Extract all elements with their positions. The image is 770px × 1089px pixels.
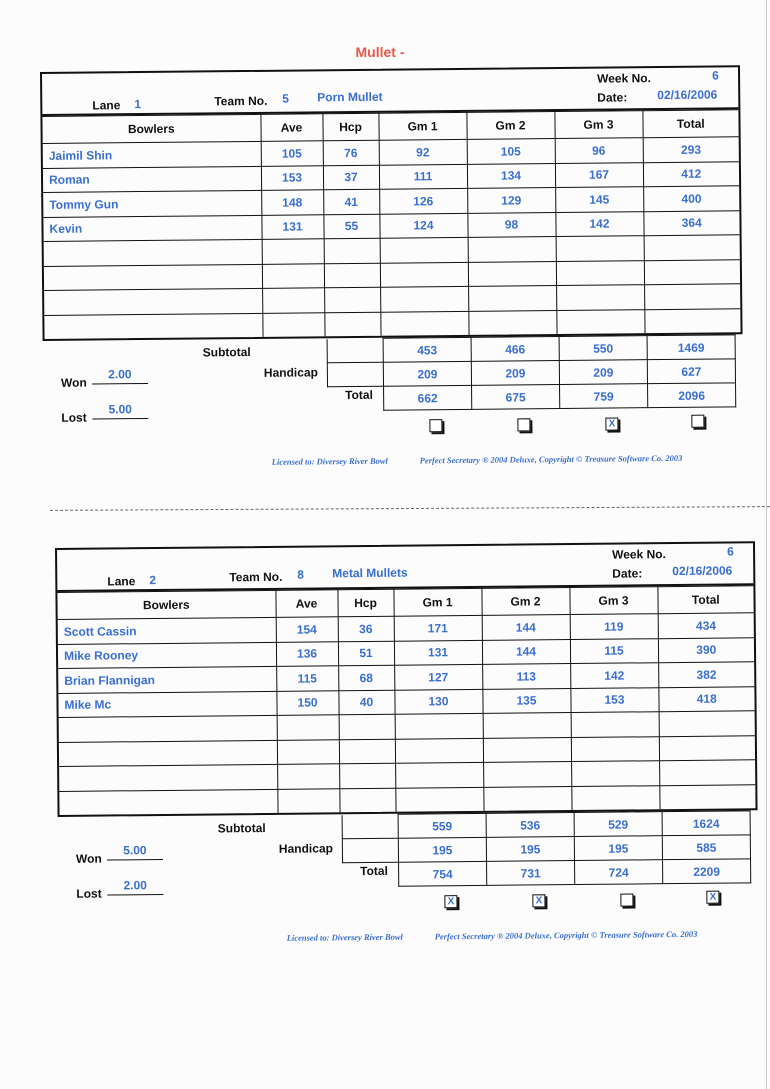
team-name: Metal Mullets xyxy=(332,565,408,581)
cell-total: 412 xyxy=(643,161,739,186)
cell-gm1: 126 xyxy=(379,188,467,213)
cell-name: Tommy Gun xyxy=(43,190,261,217)
bowler-table xyxy=(42,109,740,339)
cell-gm1: 131 xyxy=(394,640,482,665)
total-gm2: 675 xyxy=(472,385,560,410)
cell-gm3 xyxy=(556,236,644,261)
date-value: 02/16/2006 xyxy=(657,87,718,103)
cell-gm3 xyxy=(556,260,644,285)
cell-gm3: 167 xyxy=(555,162,643,187)
team-no-label: Team No. xyxy=(214,93,268,109)
col-bowlers: Bowlers xyxy=(57,590,275,619)
total-spacer xyxy=(343,862,399,887)
cell-gm1: 124 xyxy=(379,213,467,238)
cell-gm2 xyxy=(483,737,571,762)
cell-name xyxy=(59,789,277,815)
team-no-value: 8 xyxy=(297,567,305,582)
total-label: Total xyxy=(345,387,373,403)
totals-section xyxy=(43,334,744,430)
cell-ave: 148 xyxy=(261,190,323,215)
total-gm3: 759 xyxy=(560,384,648,409)
totals-section xyxy=(58,810,759,908)
cell-total: 418 xyxy=(658,686,754,711)
lost-value: 5.00 xyxy=(92,402,148,420)
score-sheet-1 xyxy=(40,65,744,467)
cell-gm2: 113 xyxy=(482,664,570,689)
team-no-label: Team No. xyxy=(229,569,283,585)
cell-gm1: 127 xyxy=(394,664,482,689)
subtotal-label: Subtotal xyxy=(202,344,251,360)
total-label: Total xyxy=(360,863,388,879)
cell-hcp xyxy=(324,312,380,337)
total-spacer xyxy=(328,386,384,411)
cell-ave: 154 xyxy=(276,617,338,642)
cell-hcp: 41 xyxy=(323,189,379,214)
cell-gm1 xyxy=(380,262,468,287)
score-table-frame xyxy=(55,541,758,817)
handicap-spacer xyxy=(342,838,398,863)
handicap-total: 585 xyxy=(662,835,750,860)
score-table-frame xyxy=(40,65,743,341)
cell-hcp xyxy=(339,763,395,788)
bowler-table xyxy=(57,585,755,815)
col-total: Total xyxy=(642,110,738,138)
cell-gm2 xyxy=(468,237,556,262)
subtotal-gm1: 453 xyxy=(383,337,471,362)
col-gm1: Gm 1 xyxy=(378,112,466,140)
cell-gm2 xyxy=(483,786,571,811)
cell-gm3: 119 xyxy=(570,614,658,639)
cell-name xyxy=(59,715,277,742)
subtotal-gm2: 536 xyxy=(486,813,574,838)
cell-hcp xyxy=(339,739,395,764)
handicap-total: 627 xyxy=(647,359,735,384)
cell-hcp: 51 xyxy=(338,641,394,666)
subtotal-gm3: 529 xyxy=(574,812,662,837)
date-label: Date: xyxy=(597,90,628,105)
total-row xyxy=(343,859,751,887)
subtotal-label: Subtotal xyxy=(217,820,266,836)
handicap-label: Handicap xyxy=(278,841,333,856)
won-value: 2.00 xyxy=(92,367,148,385)
week-no-label: Week No. xyxy=(597,71,651,86)
cell-gm2: 129 xyxy=(467,188,555,213)
handicap-gm1: 195 xyxy=(398,837,486,862)
page-edge xyxy=(766,0,767,1089)
won-value: 5.00 xyxy=(107,843,163,861)
col-bowlers: Bowlers xyxy=(42,114,260,143)
subtotal-total: 1469 xyxy=(647,335,735,360)
lost-label: Lost xyxy=(76,886,102,901)
total-gm1: 754 xyxy=(399,861,487,886)
cell-total xyxy=(659,760,755,785)
totals-grid xyxy=(327,334,737,411)
handicap-gm2: 209 xyxy=(471,361,559,386)
cell-gm2 xyxy=(468,261,556,286)
lane-label: Lane xyxy=(107,574,136,589)
total-gm2: 731 xyxy=(487,861,575,886)
cell-gm1 xyxy=(395,787,483,812)
cell-ave xyxy=(277,788,339,813)
total-total: 2209 xyxy=(663,859,751,884)
week-no-value: 6 xyxy=(711,68,719,83)
sheet-header xyxy=(57,543,753,592)
cell-gm3 xyxy=(571,761,659,786)
cell-total: 382 xyxy=(658,662,754,687)
page-title: Mullet - xyxy=(355,44,405,60)
col-ave: Ave xyxy=(260,114,322,142)
score-sheet-2 xyxy=(55,541,759,943)
cell-ave xyxy=(277,764,339,789)
col-ave: Ave xyxy=(275,590,337,618)
win-checkbox-gm2[interactable]: X xyxy=(532,894,545,907)
handicap-gm3: 195 xyxy=(574,836,662,861)
cell-total xyxy=(659,711,755,736)
cell-name: Brian Flannigan xyxy=(58,666,276,693)
cell-gm2 xyxy=(468,286,556,311)
subtotal-gm3: 550 xyxy=(559,336,647,361)
total-gm3: 724 xyxy=(575,860,663,885)
cell-ave: 115 xyxy=(276,666,338,691)
cell-ave: 105 xyxy=(261,141,323,166)
lane-label: Lane xyxy=(92,98,121,113)
cell-gm1: 111 xyxy=(379,164,467,189)
cell-ave xyxy=(277,739,339,764)
cell-hcp: 36 xyxy=(338,616,394,641)
handicap-spacer xyxy=(327,362,383,387)
cell-ave: 150 xyxy=(276,690,338,715)
subtotal-spacer xyxy=(342,814,398,839)
cell-ave xyxy=(262,312,324,337)
handicap-gm1: 209 xyxy=(383,361,471,386)
cell-gm1 xyxy=(380,311,468,336)
cell-hcp xyxy=(339,788,395,813)
week-no-value: 6 xyxy=(726,544,734,559)
license-text: Licensed to: Diversey River Bowl xyxy=(271,455,388,467)
cell-name xyxy=(59,764,277,791)
lost-label: Lost xyxy=(61,410,87,425)
lane-value: 1 xyxy=(134,97,142,112)
cell-name xyxy=(59,740,277,767)
won-label: Won xyxy=(75,851,102,866)
sheet-header xyxy=(42,67,738,116)
cell-name: Jaimil Shin xyxy=(43,141,261,168)
cell-total xyxy=(644,284,740,309)
cell-total xyxy=(659,735,755,760)
cell-hcp: 68 xyxy=(338,665,394,690)
lane-value: 2 xyxy=(149,573,157,588)
copyright-text: Perfect Secretary ® 2004 Deluxe, Copyright © Treasure Software Co. 2003 xyxy=(419,452,683,466)
cell-gm3 xyxy=(556,285,644,310)
handicap-gm3: 209 xyxy=(559,360,647,385)
cell-gm3: 142 xyxy=(570,663,658,688)
total-gm1: 662 xyxy=(384,385,472,410)
cell-hcp: 55 xyxy=(323,214,379,239)
col-gm1: Gm 1 xyxy=(393,588,481,616)
cell-gm2 xyxy=(483,713,571,738)
subtotal-gm2: 466 xyxy=(471,337,559,362)
cell-gm1: 92 xyxy=(379,139,467,164)
cell-total: 400 xyxy=(643,186,739,211)
cell-name xyxy=(44,239,262,266)
cell-gm3 xyxy=(571,712,659,737)
cell-name: Mike Rooney xyxy=(58,642,276,669)
cell-gm1: 171 xyxy=(394,615,482,640)
cell-ave xyxy=(262,263,324,288)
win-checkbox-total[interactable]: X xyxy=(706,891,719,904)
license-footer xyxy=(58,890,758,943)
cell-gm1 xyxy=(395,738,483,763)
cell-total: 364 xyxy=(643,210,739,235)
team-name: Porn Mullet xyxy=(317,89,383,105)
cell-ave: 131 xyxy=(261,214,323,239)
cell-gm2 xyxy=(468,310,556,335)
cell-gm2 xyxy=(483,762,571,787)
handicap-gm2: 195 xyxy=(486,837,574,862)
cell-name: Roman xyxy=(43,166,261,193)
col-hcp: Hcp xyxy=(337,589,393,617)
col-gm3: Gm 3 xyxy=(554,111,642,139)
team-no-value: 5 xyxy=(282,91,290,106)
total-row xyxy=(328,383,736,411)
cell-gm1 xyxy=(380,286,468,311)
cell-hcp xyxy=(324,263,380,288)
cell-hcp: 40 xyxy=(338,690,394,715)
cell-total xyxy=(644,235,740,260)
win-checkbox-gm3[interactable]: X xyxy=(605,417,618,430)
col-gm2: Gm 2 xyxy=(466,112,554,140)
cell-total: 293 xyxy=(643,137,739,162)
cell-ave: 153 xyxy=(261,165,323,190)
subtotal-total: 1624 xyxy=(662,811,750,836)
col-gm3: Gm 3 xyxy=(569,587,657,615)
totals-grid xyxy=(342,810,752,887)
cell-gm1 xyxy=(395,713,483,738)
lost-value: 2.00 xyxy=(107,878,163,896)
cell-hcp: 37 xyxy=(323,165,379,190)
win-checkbox-gm1[interactable]: X xyxy=(444,895,457,908)
cell-ave xyxy=(277,715,339,740)
cell-gm2: 105 xyxy=(467,139,555,164)
cell-gm2: 144 xyxy=(482,615,570,640)
cell-gm3: 96 xyxy=(555,138,643,163)
cell-gm3: 153 xyxy=(570,687,658,712)
cell-name xyxy=(44,288,262,315)
cell-gm2: 98 xyxy=(467,212,555,237)
license-footer xyxy=(43,414,743,467)
col-total: Total xyxy=(657,586,753,614)
cell-total xyxy=(644,308,740,333)
subtotal-gm1: 559 xyxy=(398,813,486,838)
cell-ave xyxy=(262,288,324,313)
cell-ave xyxy=(262,239,324,264)
cell-gm3 xyxy=(571,736,659,761)
cell-hcp xyxy=(324,238,380,263)
cell-total: 434 xyxy=(658,613,754,638)
won-label: Won xyxy=(60,375,87,390)
date-label: Date: xyxy=(612,566,643,581)
tear-line xyxy=(50,506,770,511)
col-hcp: Hcp xyxy=(322,113,378,141)
license-text: Licensed to: Diversey River Bowl xyxy=(286,931,403,943)
cell-gm3: 145 xyxy=(555,187,643,212)
cell-name xyxy=(44,313,262,339)
copyright-text: Perfect Secretary ® 2004 Deluxe, Copyright © Treasure Software Co. 2003 xyxy=(434,928,698,942)
col-gm2: Gm 2 xyxy=(481,588,569,616)
cell-gm2: 135 xyxy=(482,688,570,713)
cell-name: Scott Cassin xyxy=(58,617,276,644)
cell-gm1 xyxy=(395,762,483,787)
cell-name: Mike Mc xyxy=(58,691,276,718)
cell-total xyxy=(659,784,755,809)
cell-gm3: 142 xyxy=(555,211,643,236)
cell-gm3 xyxy=(571,785,659,810)
date-value: 02/16/2006 xyxy=(672,563,733,579)
cell-hcp xyxy=(339,714,395,739)
cell-ave: 136 xyxy=(276,641,338,666)
cell-gm1: 130 xyxy=(394,689,482,714)
cell-hcp: 76 xyxy=(323,140,379,165)
total-total: 2096 xyxy=(648,383,736,408)
handicap-label: Handicap xyxy=(263,365,318,380)
cell-total xyxy=(644,259,740,284)
cell-name xyxy=(44,264,262,291)
cell-gm3: 115 xyxy=(570,638,658,663)
cell-gm2: 134 xyxy=(467,163,555,188)
cell-hcp xyxy=(324,287,380,312)
cell-gm2: 144 xyxy=(482,639,570,664)
cell-name: Kevin xyxy=(43,215,261,242)
week-no-label: Week No. xyxy=(612,547,666,562)
cell-total: 390 xyxy=(658,637,754,662)
cell-gm3 xyxy=(556,309,644,334)
cell-gm1 xyxy=(380,237,468,262)
subtotal-spacer xyxy=(327,338,383,363)
